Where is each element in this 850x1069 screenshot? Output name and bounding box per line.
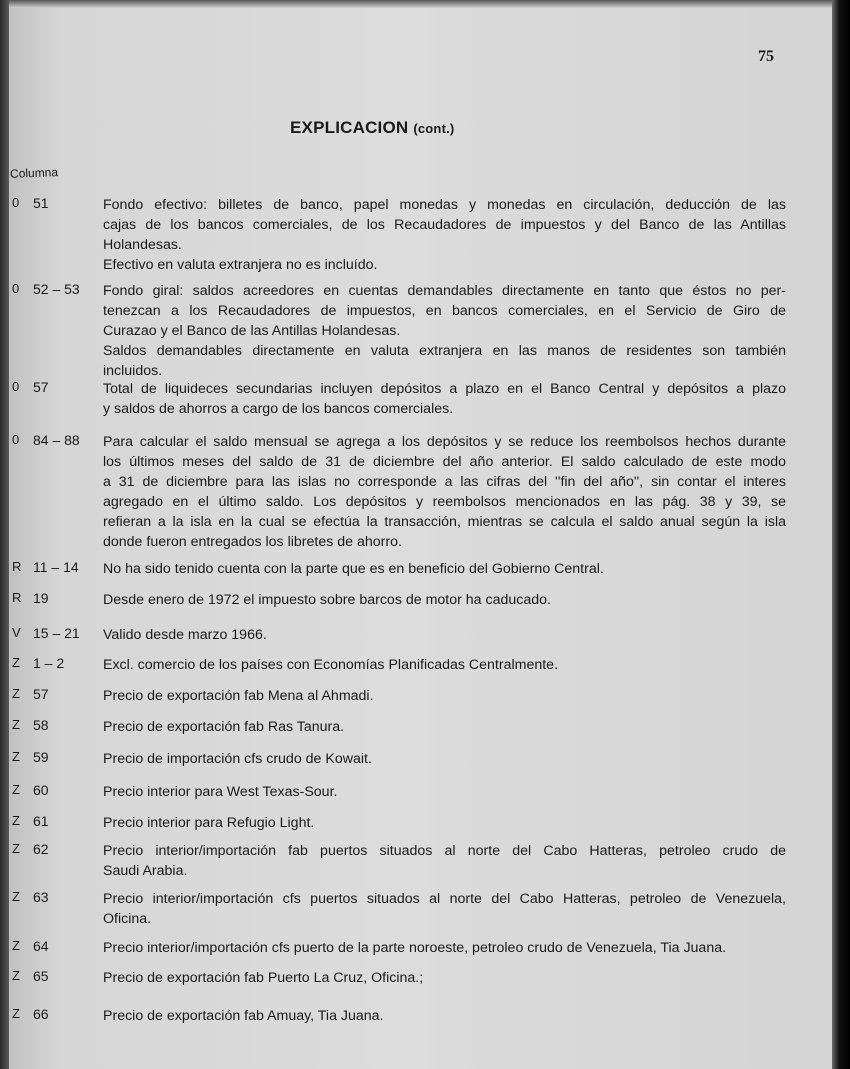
entry-table-code: V xyxy=(12,625,21,640)
entry-text xyxy=(103,782,786,802)
entry-table-code: Z xyxy=(12,655,20,670)
entry-line: Precio de importación cfs crudo de Kowait. xyxy=(103,751,372,767)
entry-line: Desde enero de 1972 el impuesto sobre barcos de motor ha caducado. xyxy=(103,592,551,608)
entry-text xyxy=(103,813,786,833)
entry-text xyxy=(103,889,786,929)
entry-line: Holandesas. xyxy=(103,237,182,253)
entry-text xyxy=(103,938,786,958)
entry-table-code: 0 xyxy=(12,432,20,447)
entry-table-code: Z xyxy=(12,889,20,904)
entry-line: Saldos demandables directamente en valuta extranjera en las manos de residentes son también xyxy=(103,343,786,359)
entry-text xyxy=(103,686,786,706)
entry-text xyxy=(103,379,786,419)
entry-table-code: Z xyxy=(12,968,20,983)
entry-column-number: 51 xyxy=(33,195,49,211)
entry-table-code: Z xyxy=(12,841,20,856)
entry-line: cajas de los bancos comerciales, de los Recaudadores de impuestos y del Banco de las Antillas xyxy=(103,217,786,233)
entry-text xyxy=(103,655,786,675)
entry-text xyxy=(103,1006,786,1026)
entry-line: Precio de exportación fab Amuay, Tia Juana. xyxy=(103,1008,384,1024)
entry-line: No ha sido tenido cuenta con la parte que es en beneficio del Gobierno Central. xyxy=(103,561,604,577)
entry-column-number: 60 xyxy=(33,782,49,798)
page-top-edge xyxy=(0,0,850,8)
entry-column-number: 11 – 14 xyxy=(33,559,79,575)
entry-column-number: 62 xyxy=(33,841,49,857)
entry-line: a 31 de diciembre para las islas no corresponde a las cifras del ''fin del año'', sin contar el interes xyxy=(103,474,786,490)
entry-line: Oficina. xyxy=(103,911,152,927)
entry-line: Saudi Arabia. xyxy=(103,863,188,879)
entry-table-code: Z xyxy=(12,813,20,828)
entry-column-number: 65 xyxy=(33,968,49,984)
entry-line: Curazao y el Banco de las Antillas Holandesas. xyxy=(103,323,401,339)
entry-text xyxy=(103,281,786,381)
entry-column-number: 1 – 2 xyxy=(33,655,65,671)
entry-line: Para calcular el saldo mensual se agrega a los depósitos y se reduce los reembolsos hechos durante xyxy=(103,434,786,450)
entry-text xyxy=(103,841,786,881)
entry-table-code: Z xyxy=(12,1006,20,1021)
entry-line: y saldos de ahorros a cargo de los bancos comerciales. xyxy=(103,401,454,417)
entry-line: refieran a la isla en la cual se efectúa la transacción, mientras se calcula el saldo anual según la isla xyxy=(103,514,786,530)
book-spine xyxy=(0,0,9,1069)
entry-table-code: R xyxy=(12,590,22,605)
entry-text xyxy=(103,432,786,552)
entry-line: donde fueron entregados los libretes de ahorro. xyxy=(103,534,402,550)
entry-table-code: Z xyxy=(12,749,20,764)
entry-line: Precio de exportación fab Puerto La Cruz, Oficina.; xyxy=(103,970,424,986)
entry-line: Valido desde marzo 1966. xyxy=(103,627,267,643)
entry-text xyxy=(103,749,786,769)
column-header: Columna xyxy=(9,165,59,181)
entry-text xyxy=(103,717,786,737)
entry-column-number: 57 xyxy=(33,686,49,702)
entry-table-code: Z xyxy=(12,717,20,732)
entry-line: Efectivo en valuta extranjera no es incluído. xyxy=(103,257,378,273)
entry-text xyxy=(103,968,786,988)
entry-line: los últimos meses del saldo de 31 de diciembre del año anterior. El saldo calculado de este modo xyxy=(103,454,786,470)
entry-table-code: Z xyxy=(12,686,20,701)
entry-line: Precio interior/importación cfs puertos situados al norte del Cabo Hatteras, petroleo de Venezuela, xyxy=(103,891,786,907)
entry-table-code: 0 xyxy=(12,379,20,394)
entry-table-code: 0 xyxy=(12,195,20,210)
title-suffix: (cont.) xyxy=(413,121,455,136)
entry-table-code: Z xyxy=(12,938,20,953)
entry-column-number: 52 – 53 xyxy=(33,281,80,297)
entry-column-number: 58 xyxy=(33,717,49,733)
entry-line: agregado en el último saldo. Los depósitos y reembolsos mencionados en las pág. 38 y 39, se xyxy=(103,494,786,510)
entry-table-code: 0 xyxy=(12,281,20,296)
entry-line: Precio de exportación fab Mena al Ahmadi. xyxy=(103,688,374,704)
page-right-edge xyxy=(832,0,850,1069)
entry-line: Fondo giral: saldos acreedores en cuentas demandables directamente en tanto que éstos no per- xyxy=(103,283,786,299)
page-number: 75 xyxy=(758,48,774,65)
entry-line: Precio interior/importación cfs puerto de la parte noroeste, petroleo crudo de Venezuela, Tia Juana. xyxy=(103,940,727,956)
entry-column-number: 63 xyxy=(33,889,49,905)
entry-text xyxy=(103,195,786,275)
entry-line: Precio de exportación fab Ras Tanura. xyxy=(103,719,345,735)
entry-column-number: 61 xyxy=(33,813,49,829)
entry-column-number: 15 – 21 xyxy=(33,625,80,641)
entry-column-number: 19 xyxy=(33,590,49,606)
entry-text xyxy=(103,590,786,610)
entry-text xyxy=(103,559,786,579)
title-text: EXPLICACION xyxy=(290,118,409,137)
entry-line: Total de liquideces secundarias incluyen depósitos a plazo en el Banco Central y depósitos a plazo xyxy=(103,381,786,397)
entry-line: Precio interior/importación fab puertos situados al norte del Cabo Hatteras, petroleo crudo de xyxy=(103,843,786,859)
entry-table-code: Z xyxy=(12,782,20,797)
page-title xyxy=(290,118,454,138)
entry-line: Fondo efectivo: billetes de banco, papel monedas y monedas en circulación, deducción de las xyxy=(103,197,786,213)
entry-line: incluidos. xyxy=(103,363,163,379)
entry-line: Excl. comercio de los países con Economías Planificadas Centralmente. xyxy=(103,657,559,673)
entry-column-number: 84 – 88 xyxy=(33,432,80,448)
entry-column-number: 66 xyxy=(33,1006,49,1022)
entry-line: Precio interior para Refugio Light. xyxy=(103,815,315,831)
entry-text xyxy=(103,625,786,645)
entry-column-number: 64 xyxy=(33,938,49,954)
entry-line: Precio interior para West Texas-Sour. xyxy=(103,784,338,800)
entry-line: tenezcan a los Recaudadores de impuestos, en bancos comerciales, en el Servicio de Giro de xyxy=(103,303,786,319)
entry-column-number: 59 xyxy=(33,749,49,765)
entry-column-number: 57 xyxy=(33,379,49,395)
entry-table-code: R xyxy=(12,559,22,574)
